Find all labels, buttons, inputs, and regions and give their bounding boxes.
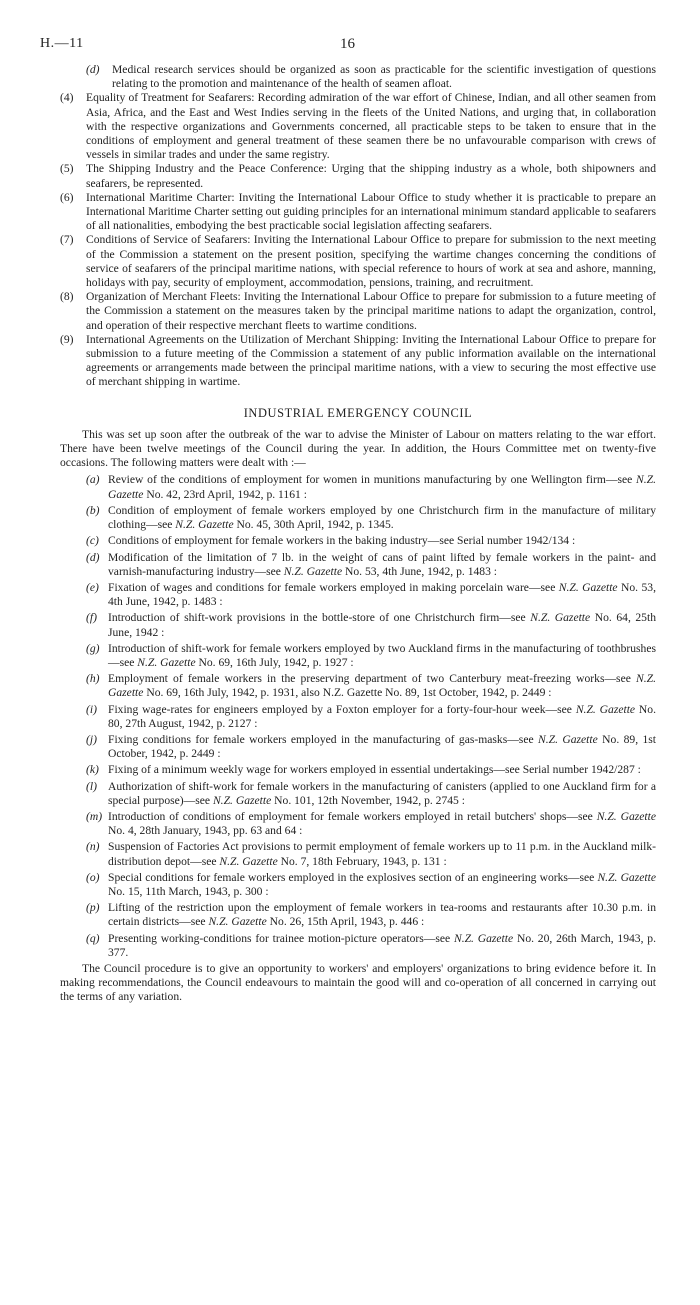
matter-item	[86, 581, 656, 609]
section-reference: H.—11	[40, 36, 84, 51]
matter-label: (i)	[86, 702, 97, 716]
matter-label: (p)	[86, 901, 100, 915]
gazette-reference: N.Z. Gazette	[596, 809, 656, 823]
matter-text	[108, 672, 656, 700]
opening-subitem	[60, 63, 656, 91]
matter-text-lead: Presenting working-conditions for trainee motion-picture operators—see	[108, 931, 454, 945]
matter-text-lead: Introduction of conditions of employment for female workers employed in retail butchers' shops—see	[108, 809, 597, 823]
gazette-reference: N.Z. Gazette	[558, 580, 618, 594]
numbered-item	[60, 290, 656, 333]
matter-label: (q)	[86, 931, 100, 945]
matter-text-lead: Lifting of the restriction upon the employment of female workers in tea-rooms and restaurants after 10.30 p.m. in certain districts—see	[108, 901, 656, 929]
matter-text-lead: Introduction of shift-work for female workers employed by two Auckland firms in the manufacturing of toothbrushes—see	[108, 641, 656, 669]
matter-text-lead: Fixing wage-rates for engineers employed by a Foxton employer for a forty-four-hour week—see	[108, 702, 576, 716]
gazette-reference: N.Z. Gazette	[108, 473, 656, 501]
matter-text	[108, 611, 656, 639]
gazette-reference: N.Z. Gazette	[212, 793, 272, 807]
matter-text-lead: Authorization of shift-work for female workers in the manufacturing of canisters (applied to one Auckland firm for a special purpose)—see	[108, 779, 656, 807]
gazette-reference: N.Z. Gazette	[208, 915, 267, 929]
item-text: International Agreements on the Utilization of Merchant Shipping: Inviting the International Labour Office to prepare for submission to a future meeting of the Commission a statement of any public information available on the international agreements or arrangements made between the principal maritime nations, with a view to securing the most effective use of merchant shipping in wartime.	[86, 332, 656, 389]
matter-text-tail: No. 4, 28th January, 1943, pp. 63 and 64 :	[108, 824, 303, 838]
matter-label: (j)	[86, 732, 97, 746]
matters-list	[60, 473, 656, 960]
subitem-label: (d)	[86, 63, 100, 76]
item-text: International Maritime Charter: Inviting the International Labour Office to study whether it is practicable to prepare an International Maritime Charter setting out guiding principles for an international minimum standard applicable to seafarers of all nationalities, embodying the best practicable social legislation affecting seafarers.	[86, 190, 656, 233]
matter-text-tail: No. 80, 27th August, 1942, p. 2127 :	[108, 702, 657, 730]
item-number: (5)	[60, 162, 74, 176]
matter-item	[86, 901, 656, 929]
numbered-item	[60, 162, 656, 190]
matter-text	[108, 551, 656, 579]
matter-label: (c)	[86, 534, 99, 548]
matter-item	[86, 672, 656, 700]
matter-label: (m)	[86, 809, 103, 823]
matter-text	[108, 810, 656, 838]
item-number: (9)	[60, 332, 74, 346]
matter-text-lead: Condition of employment of female workers employed by one Christchurch firm in the manufacture of military clothing—see	[108, 503, 656, 532]
matter-text	[108, 504, 656, 532]
matter-text	[108, 703, 656, 731]
numbered-item	[60, 91, 656, 162]
matter-item	[86, 780, 656, 808]
matter-text-lead: Review of the conditions of employment for women in munitions manufacturing by one Wellington firm—see	[108, 473, 637, 487]
gazette-reference: N.Z. Gazette	[137, 655, 196, 669]
item-number: (6)	[60, 190, 74, 204]
matter-text-tail: No. 89, 1st October, 1942, p. 2449 :	[108, 732, 657, 761]
matter-label: (n)	[86, 840, 100, 854]
matter-text-lead: Fixing of a minimum weekly wage for workers employed in essential undertakings—see Serial number 1942/287 :	[108, 763, 641, 777]
matter-label: (e)	[86, 580, 99, 594]
matter-label: (k)	[86, 763, 99, 777]
matter-text-tail: No. 69, 16th July, 1942, p. 1931, also N.Z. Gazette No. 89, 1st October, 1942, p. 2449 :	[143, 686, 552, 700]
matter-label: (a)	[86, 473, 100, 487]
item-number: (8)	[60, 290, 74, 304]
gazette-reference: N.Z. Gazette	[283, 564, 343, 578]
matter-text-lead: Fixing conditions for female workers employed in the manufacturing of gas-masks—see	[108, 732, 538, 746]
matter-text	[108, 733, 656, 761]
matter-item	[86, 703, 656, 731]
section-heading: INDUSTRIAL EMERGENCY COUNCIL	[243, 405, 473, 420]
matter-text	[108, 840, 656, 868]
matter-text	[108, 901, 656, 929]
matter-item	[86, 551, 656, 579]
matter-label: (b)	[86, 503, 100, 517]
matter-text-tail: No. 15, 11th March, 1943, p. 300 :	[108, 884, 269, 898]
gazette-reference: N.Z. Gazette	[108, 672, 656, 700]
matter-item	[86, 642, 656, 670]
matter-label: (h)	[86, 672, 100, 686]
matter-text	[108, 763, 656, 777]
matter-label: (o)	[86, 870, 100, 884]
matter-text-tail: No. 45, 30th April, 1942, p. 1345.	[233, 518, 394, 532]
gazette-reference: N.Z. Gazette	[597, 870, 656, 884]
matter-text-lead: Conditions of employment for female workers in the baking industry—see Serial number 1942/134 :	[108, 534, 576, 548]
matter-item	[86, 763, 656, 777]
item-text: The Shipping Industry and the Peace Conference: Urging that the shipping industry as a whole, both shipowners and seafarers, be represented.	[86, 162, 656, 190]
item-text: Equality of Treatment for Seafarers: Recording admiration of the war effort of Chinese, Indian, and all other seamen from Asia, Africa, and the East and West Indies serving in the fleets of the United Nations, and urging that, in collaboration with the respective organizations and Governments concerned, all practicable steps to be taken to ensure that in the conditions of employment and general treatment of these seamen there be no unfavourable comparison with crews of vessels in similar trades and under the same registry.	[86, 91, 656, 162]
matter-label: (f)	[86, 611, 97, 625]
item-text: Conditions of Service of Seafarers: Inviting the International Labour Office to prepare for submission to the next meeting of the Commission a statement on the present position, specifying the wartime changes concerning the conditions of service of seafarers of the principal maritime nations, with special reference to hours of work at sea and ashore, manning, holidays with pay, security of employment, accommodation, pensions, training, and recruitment.	[86, 233, 656, 290]
matter-text-lead: Special conditions for female workers employed in the explosives section of an engineering works—see	[108, 870, 598, 884]
item-text: Organization of Merchant Fleets: Inviting the International Labour Office to prepare for submission to a future meeting of the Commission a statement on the measures taken by the principal maritime nations to adapt the organization, control, and operation of their respective merchant fleets to wartime conditions.	[86, 290, 656, 332]
matter-text	[108, 932, 656, 960]
matter-text-tail: No. 64, 25th June, 1942 :	[108, 611, 657, 639]
matter-text-tail: No. 42, 23rd April, 1942, p. 1161 :	[143, 487, 307, 501]
matter-item	[86, 840, 656, 868]
gazette-reference: N.Z. Gazette	[530, 611, 591, 625]
matter-item	[86, 534, 656, 548]
gazette-reference: N.Z. Gazette	[219, 854, 278, 868]
matter-item	[86, 871, 656, 899]
matter-text	[108, 780, 656, 808]
item-number: (7)	[60, 233, 74, 247]
subitem-text: Medical research services should be organized as soon as practicable for the scientific investigation of questions relating to the promotion and maintenance of the health of seamen afloat.	[112, 63, 656, 91]
matter-item	[86, 932, 656, 960]
matter-item	[86, 611, 656, 639]
matter-label: (l)	[86, 779, 97, 793]
matter-text-tail: No. 69, 16th July, 1942, p. 1927 :	[195, 655, 354, 669]
matter-text	[108, 871, 656, 899]
matter-text	[108, 642, 656, 670]
gazette-reference: N.Z. Gazette	[575, 702, 636, 716]
gazette-reference: N.Z. Gazette	[538, 732, 598, 746]
matter-item	[86, 504, 656, 532]
numbered-items	[60, 91, 656, 389]
matter-text-lead: Suspension of Factories Act provisions to permit employment of female workers up to 11 p.m. in the Auckland milk-distribution depot—see	[108, 840, 656, 868]
matter-text-lead: Employment of female workers in the preserving department of two Canterbury meat-freezing works—see	[108, 672, 637, 686]
intro-paragraph: This was set up soon after the outbreak of the war to advise the Minister of Labour on matters relating to the war effort. There have been twelve meetings of the Council during the year. In addition, the Hours Committee met on twenty-five occasions. The following matters were dealt with :—	[60, 427, 656, 470]
matter-label: (g)	[86, 641, 100, 655]
matter-text-tail: No. 7, 18th February, 1943, p. 131 :	[277, 854, 447, 868]
matter-text	[108, 473, 656, 501]
matter-text-tail: No. 53, 4th June, 1942, p. 1483 :	[342, 564, 497, 578]
matter-text-tail: No. 20, 26th March, 1943, p. 377.	[108, 931, 656, 959]
page-number: 16	[340, 36, 355, 52]
matter-item	[86, 810, 656, 838]
matter-text-tail: No. 53, 4th June, 1942, p. 1483 :	[108, 580, 656, 609]
matter-item	[86, 473, 656, 501]
matter-text-lead: Modification of the limitation of 7 lb. in the weight of cans of paint lifted by female workers in the paint- and varnish-manufacturing industry—see	[108, 550, 656, 578]
matter-text	[108, 534, 656, 548]
matter-label: (d)	[86, 550, 100, 564]
document-body	[60, 63, 656, 1005]
matter-text	[108, 581, 656, 609]
closing-paragraph: The Council procedure is to give an opportunity to workers' and employers' organizations to bring evidence before it. In making recommendations, the Council endeavours to maintain the good will and co-operation of all concerned in carrying out the terms of any variation.	[60, 961, 656, 1004]
numbered-item	[60, 233, 656, 290]
matter-item	[86, 733, 656, 761]
gazette-reference: N.Z. Gazette	[175, 518, 234, 532]
numbered-item	[60, 191, 656, 234]
item-number: (4)	[60, 91, 74, 105]
matter-text-lead: Fixation of wages and conditions for female workers employed in making porcelain ware—see	[108, 580, 559, 594]
matter-text-tail: No. 101, 12th November, 1942, p. 2745 :	[271, 793, 465, 807]
gazette-reference: N.Z. Gazette	[453, 931, 514, 945]
matter-text-lead: Introduction of shift-work provisions in the bottle-store of one Christchurch firm—see	[108, 611, 531, 625]
matter-text-tail: No. 26, 15th April, 1943, p. 446 :	[266, 915, 425, 929]
numbered-item	[60, 333, 656, 390]
